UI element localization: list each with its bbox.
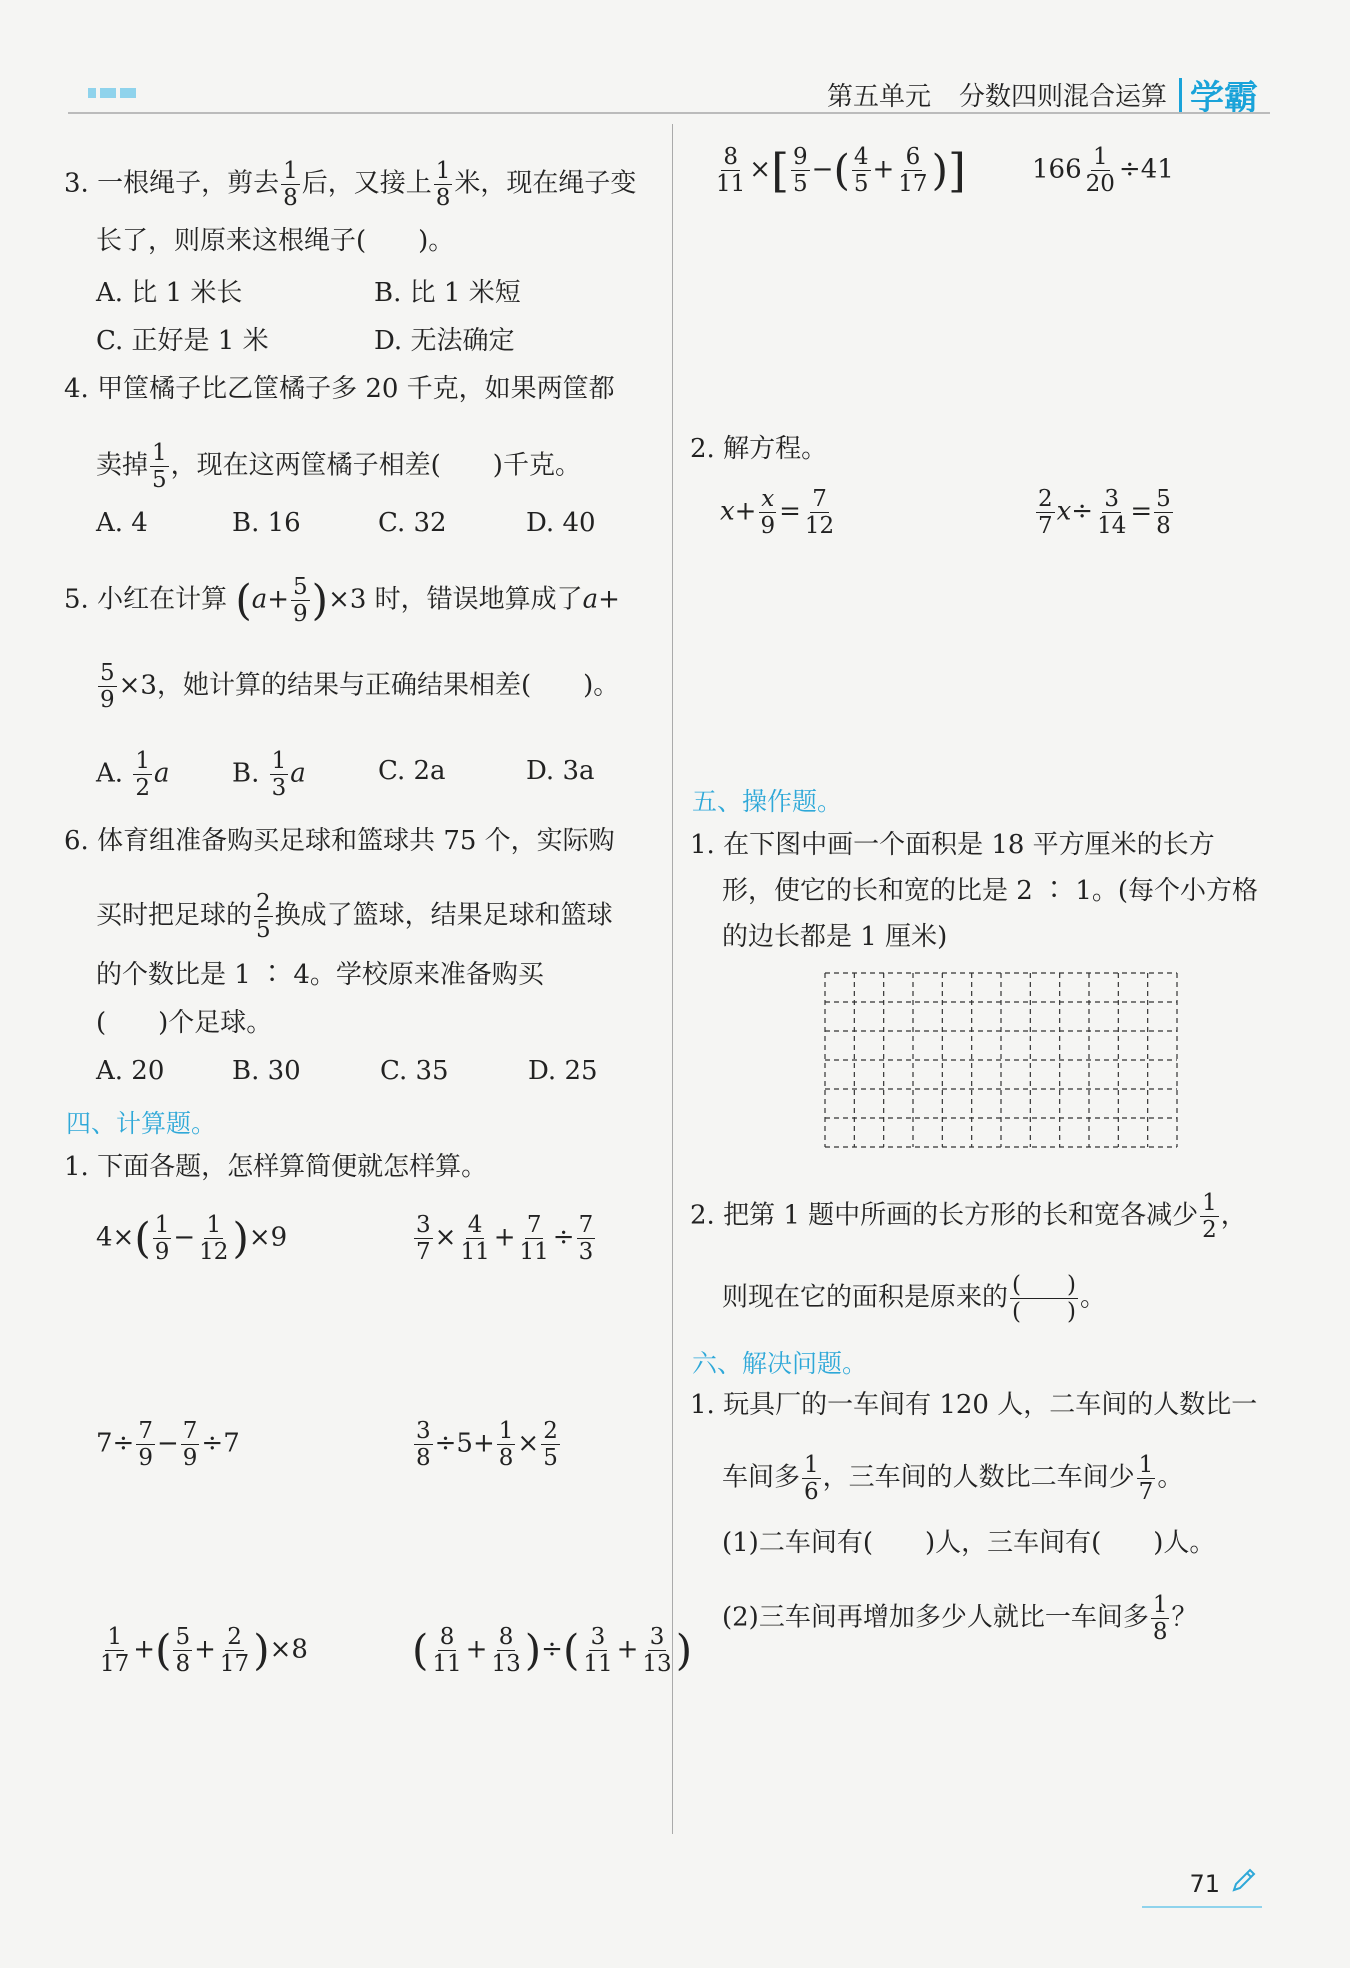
header-decoration bbox=[88, 88, 136, 98]
expression-4: $\frac{3}{8}$ ÷5+ $\frac{1}{8}$ × $\frac{2}{5}$ bbox=[416, 1418, 558, 1471]
expression-3: 7÷ $\frac{7}{9}$ − $\frac{7}{9}$ ÷7 bbox=[96, 1418, 240, 1471]
question-6-line3: 的个数比是 1 ∶ 4。学校原来准备购买 bbox=[96, 960, 544, 990]
answer-blank-denominator[interactable]: ( ) bbox=[1012, 1299, 1076, 1325]
unit-title: 第五单元 bbox=[826, 82, 931, 112]
option-c: C. 2a bbox=[378, 756, 446, 786]
option-b: B. 16 bbox=[232, 508, 301, 538]
header-divider bbox=[1179, 78, 1182, 112]
option-d: D. 无法确定 bbox=[374, 326, 515, 356]
option-d: D. 25 bbox=[528, 1056, 598, 1086]
section-5-q1-line1: 1. 在下图中画一个面积是 18 平方厘米的长方 bbox=[690, 830, 1215, 860]
question-6-line4: ( )个足球。 bbox=[96, 1008, 273, 1038]
square-grid[interactable] bbox=[824, 972, 1178, 1148]
column-divider bbox=[672, 124, 673, 1834]
header-rule bbox=[68, 112, 1270, 114]
question-3: 3. 一根绳子，剪去 $\frac{1}{8}$ 后，又接上 $\frac{1}{8}$ 米，现在绳子变 bbox=[64, 158, 637, 211]
section-5-q2-line2: 则现在它的面积是原来的 $\frac{( )}{( )}$ 。 bbox=[722, 1272, 1106, 1325]
option-b: B. 30 bbox=[232, 1056, 301, 1086]
option-a: A. 比 1 米长 bbox=[96, 278, 243, 308]
equations-title: 2. 解方程。 bbox=[690, 434, 828, 464]
question-4: 4. 甲筐橘子比乙筐橘子多 20 千克，如果两筐都 bbox=[64, 374, 615, 404]
topic-title: 分数四则混合运算 bbox=[958, 82, 1167, 112]
equation-1: x+ $\frac{x}{9}$ = $\frac{7}{12}$ bbox=[720, 486, 835, 539]
section-5-q1-line3: 的边长都是 1 厘米) bbox=[722, 922, 948, 952]
section-6-q1-line1: 1. 玩具厂的一车间有 120 人，二车间的人数比一 bbox=[690, 1390, 1258, 1420]
section-5-q1-line2: 形，使它的长和宽的比是 2 ∶ 1。(每个小方格 bbox=[722, 876, 1259, 906]
expression-1: 4×( $\frac{1}{9}$ − $\frac{1}{12}$ )×9 bbox=[96, 1212, 288, 1265]
question-5-line2: $\frac{5}{9}$ ×3，她计算的结果与正确结果相差( )。 bbox=[100, 660, 620, 713]
section-6-q1-line2: 车间多 $\frac{1}{6}$ ，三车间的人数比二车间少 $\frac{1}{7}$ 。 bbox=[722, 1452, 1184, 1505]
question-5: 5. 小红在计算 (a+ $\frac{5}{9}$ )×3 时，错误地算成了a+ bbox=[64, 574, 620, 627]
question-6: 6. 体育组准备购买足球和篮球共 75 个，实际购 bbox=[64, 826, 615, 856]
section-6-q1-part1: (1)二车间有( )人，三车间有( )人。 bbox=[722, 1528, 1216, 1558]
brand-logo: 学霸 bbox=[1190, 78, 1258, 118]
section-5-q2-line1: 2. 把第 1 题中所画的长方形的长和宽各减少 $\frac{1}{2}$ ， bbox=[690, 1190, 1247, 1243]
option-c: C. 35 bbox=[380, 1056, 449, 1086]
footer-rule bbox=[1142, 1906, 1262, 1908]
question-3-line2: 长了，则原来这根绳子( )。 bbox=[96, 226, 455, 256]
answer-blank-numerator[interactable]: ( ) bbox=[1012, 1272, 1076, 1298]
option-b: B. 比 1 米短 bbox=[374, 278, 521, 308]
option-a: A. $\frac{1}{2}$ a bbox=[96, 748, 170, 801]
expression-5: $\frac{1}{17}$ +( $\frac{5}{8}$ + $\frac{2}{17}$ )×8 bbox=[100, 1624, 308, 1677]
option-a: A. 20 bbox=[96, 1056, 165, 1086]
section-4-q1: 1. 下面各题，怎样算简便就怎样算。 bbox=[64, 1152, 488, 1182]
section-6-title: 六、解决问题。 bbox=[692, 1349, 868, 1378]
equation-2: $\frac{2}{7}$ x÷ $\frac{3}{14}$ = $\frac{5}{8}$ bbox=[1038, 486, 1171, 539]
option-c: C. 正好是 1 米 bbox=[96, 326, 269, 356]
option-b: B. $\frac{1}{3}$ a bbox=[232, 748, 306, 801]
option-d: D. 3a bbox=[526, 756, 595, 786]
expression-7: $\frac{8}{11}$ ×[ $\frac{9}{5}$ −( $\frac{4}{5}$ + $\frac{6}{17}$ )] bbox=[716, 143, 966, 198]
option-d: D. 40 bbox=[526, 508, 596, 538]
section-5-title: 五、操作题。 bbox=[692, 787, 843, 816]
question-6-line2: 买时把足球的 $\frac{2}{5}$ 换成了篮球，结果足球和篮球 bbox=[96, 890, 613, 943]
pencil-icon bbox=[1230, 1866, 1258, 1898]
section-4-title: 四、计算题。 bbox=[66, 1109, 217, 1138]
expression-6: ( $\frac{8}{11}$ + $\frac{8}{13}$ )÷( $\frac{3}{11}$ + $\frac{3}{13}$ ) bbox=[412, 1624, 693, 1677]
expression-2: $\frac{3}{7}$ × $\frac{4}{11}$ + $\frac{7}{11}$ ÷ $\frac{7}{3}$ bbox=[416, 1212, 594, 1265]
question-4-line2: 卖掉 $\frac{1}{5}$ ，现在这两筐橘子相差( )千克。 bbox=[96, 440, 581, 493]
option-a: A. 4 bbox=[96, 508, 148, 538]
section-6-q1-part2: (2)三车间再增加多少人就比一车间多 $\frac{1}{8}$ ？ bbox=[722, 1592, 1198, 1645]
expression-8: 166 $\frac{1}{20}$ ÷41 bbox=[1032, 144, 1174, 197]
option-c: C. 32 bbox=[378, 508, 447, 538]
page-number: 71 bbox=[1189, 1870, 1220, 1898]
